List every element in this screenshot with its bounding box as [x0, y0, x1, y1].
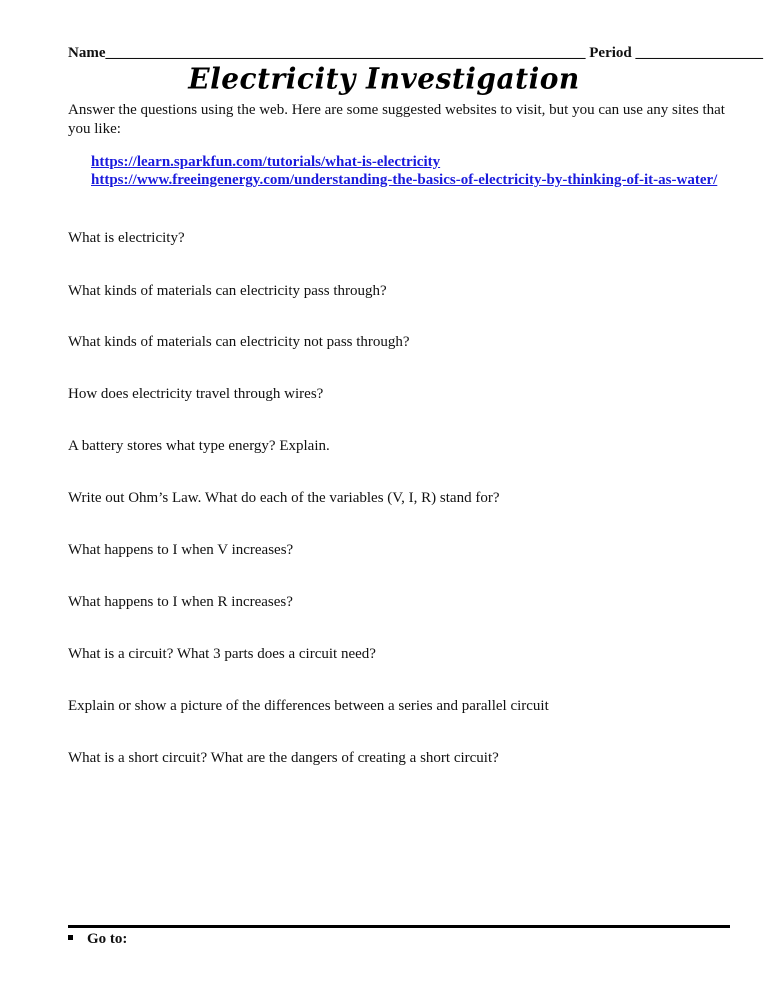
name-blank: ________________________________________________________________	[105, 45, 586, 61]
question-7: What happens to I when V increases?	[68, 542, 294, 558]
suggested-links	[91, 153, 741, 189]
link-freeingenergy[interactable]: https://www.freeingenergy.com/understanding-the-basics-of-electricity-by-thinking-of-it-as-water/	[91, 172, 718, 188]
bullet-icon	[68, 935, 73, 940]
question-4: How does electricity travel through wires?	[68, 386, 324, 402]
page-title: Electricity Investigation	[188, 61, 580, 96]
question-8: What happens to I when R increases?	[68, 594, 293, 610]
footer-go-to: Go to:	[87, 931, 128, 947]
period-label: Period	[589, 45, 632, 61]
question-10: Explain or show a picture of the differences between a series and parallel circuit	[68, 698, 549, 714]
question-2: What kinds of materials can electricity pass through?	[68, 283, 387, 299]
name-label: Name	[68, 45, 106, 61]
question-5: A battery stores what type energy? Explain.	[68, 438, 330, 454]
question-3: What kinds of materials can electricity not pass through?	[68, 334, 410, 350]
header-line	[68, 45, 763, 62]
period-blank: _________________	[635, 45, 763, 61]
intro-text: Answer the questions using the web. Here are some suggested websites to visit, but you can use any sites that you like:	[68, 102, 725, 137]
footer	[68, 931, 127, 948]
question-11: What is a short circuit? What are the dangers of creating a short circuit?	[68, 750, 499, 766]
question-9: What is a circuit? What 3 parts does a circuit need?	[68, 646, 376, 662]
question-1: What is electricity?	[68, 230, 185, 246]
link-sparkfun[interactable]: https://learn.sparkfun.com/tutorials/what-is-electricity	[91, 154, 441, 170]
question-6: Write out Ohm’s Law. What do each of the variables (V, I, R) stand for?	[68, 490, 500, 506]
footer-divider	[68, 925, 730, 928]
